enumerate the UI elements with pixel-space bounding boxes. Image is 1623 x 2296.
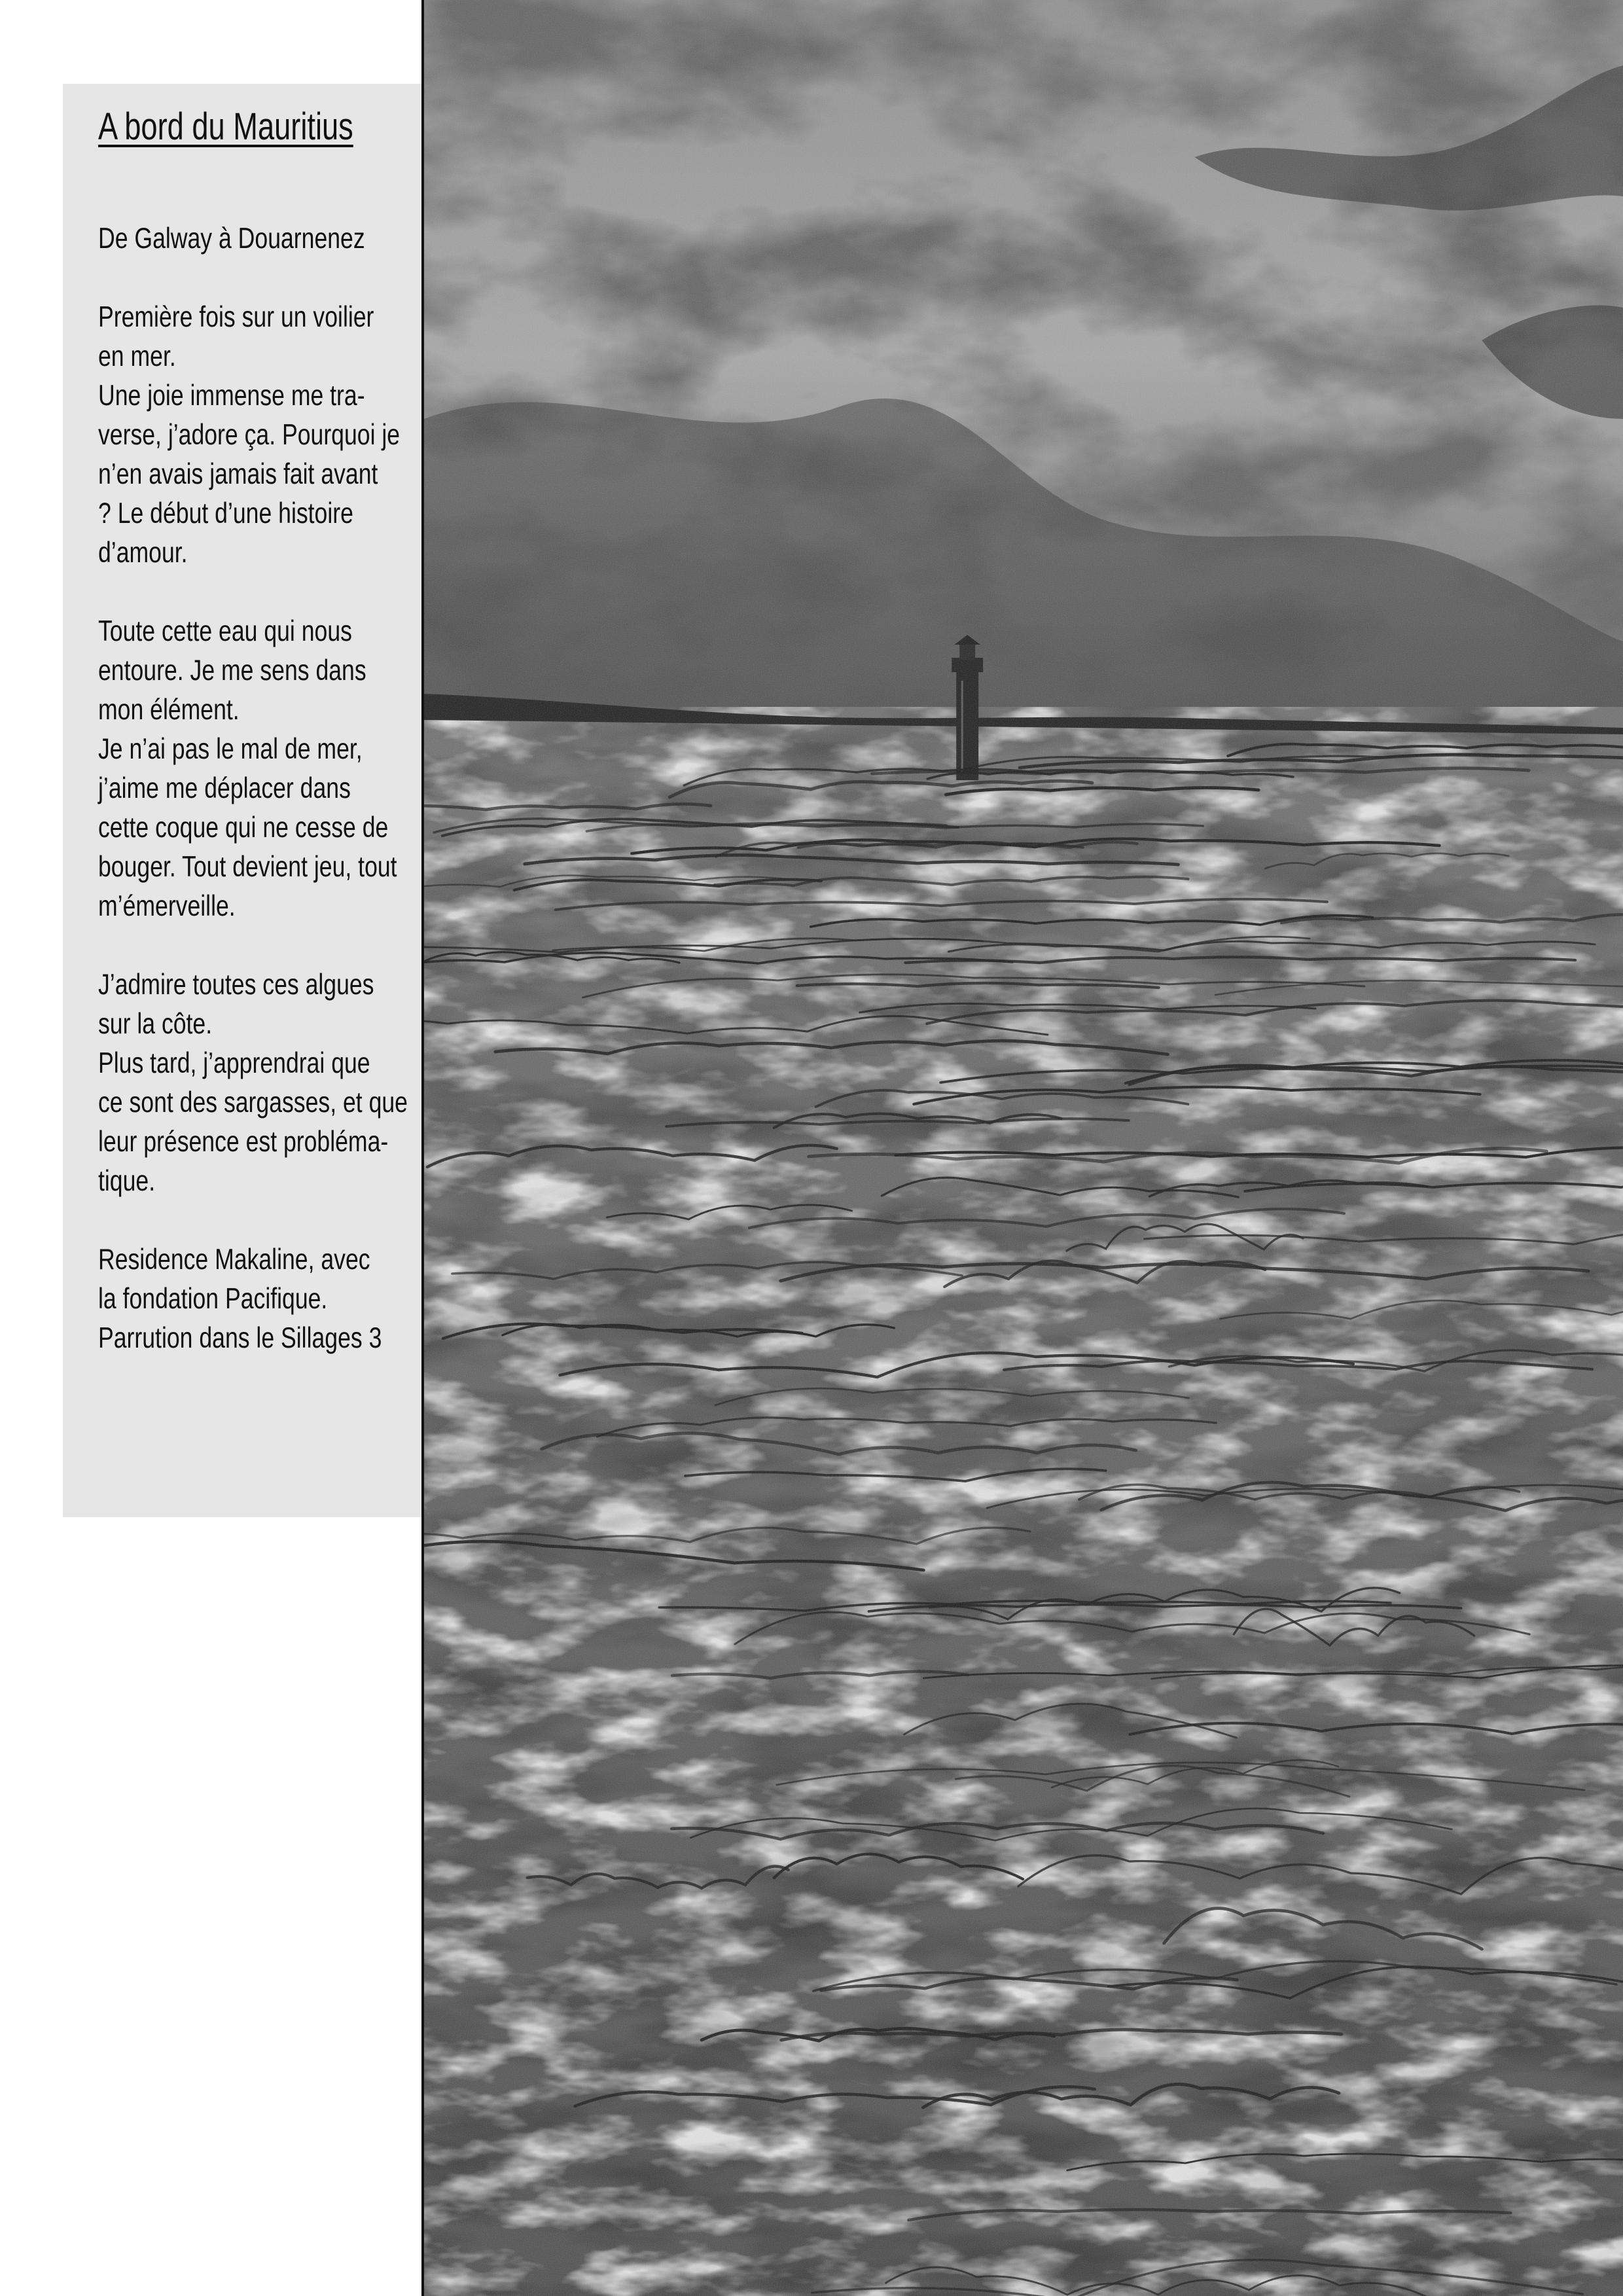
text-line: Une joie immense me tra-: [98, 380, 365, 412]
text-line: Plus tard, j’apprendrai que: [98, 1047, 370, 1080]
body-text: [98, 219, 418, 1358]
etching-image: [424, 0, 1623, 2296]
text-line: ce sont des sargasses, et que: [98, 1086, 408, 1119]
text-line: mon élément.: [98, 694, 240, 726]
text-line: verse, j’adore ça. Pourquoi je: [98, 419, 401, 452]
text-line: sur la côte.: [98, 1008, 213, 1041]
text-line: Residence Makaline, avec: [98, 1244, 370, 1276]
paragraph-gap: [98, 573, 418, 612]
text-line: d’amour.: [98, 537, 188, 569]
text-line: n’en avais jamais fait avant: [98, 458, 378, 491]
text-line: leur présence est probléma-: [98, 1126, 389, 1158]
text-line: Toute cette eau qui nous: [98, 615, 352, 648]
text-line: bouger. Tout devient jeu, tout: [98, 851, 397, 884]
text-line: J’admire toutes ces algues: [98, 969, 374, 1001]
text-line: j’aime me déplacer dans: [98, 772, 351, 805]
text-line: cette coque qui ne cesse de: [98, 812, 389, 844]
text-line: m’émerveille.: [98, 890, 236, 923]
text-line: la fondation Pacifique.: [98, 1283, 328, 1316]
text-line: Première fois sur un voilier: [98, 301, 374, 334]
page-title: A bord du Mauritius: [98, 105, 353, 148]
paper-grain: [424, 0, 1623, 2296]
text-line: De Galway à Douarnenez: [98, 223, 365, 255]
text-line: Parrution dans le Sillages 3: [98, 1322, 382, 1355]
text-line: ? Le début d’une histoire: [98, 497, 353, 530]
text-panel: [63, 84, 421, 1517]
text-line: tique.: [98, 1165, 156, 1198]
paragraph-gap: [98, 1201, 418, 1240]
paragraph-gap: [98, 259, 418, 298]
text-line: en mer.: [98, 340, 176, 373]
paragraph-gap: [98, 926, 418, 965]
seascape-illustration: [421, 0, 1623, 2296]
text-line: entoure. Je me sens dans: [98, 655, 366, 687]
text-line: Je n’ai pas le mal de mer,: [98, 733, 363, 766]
